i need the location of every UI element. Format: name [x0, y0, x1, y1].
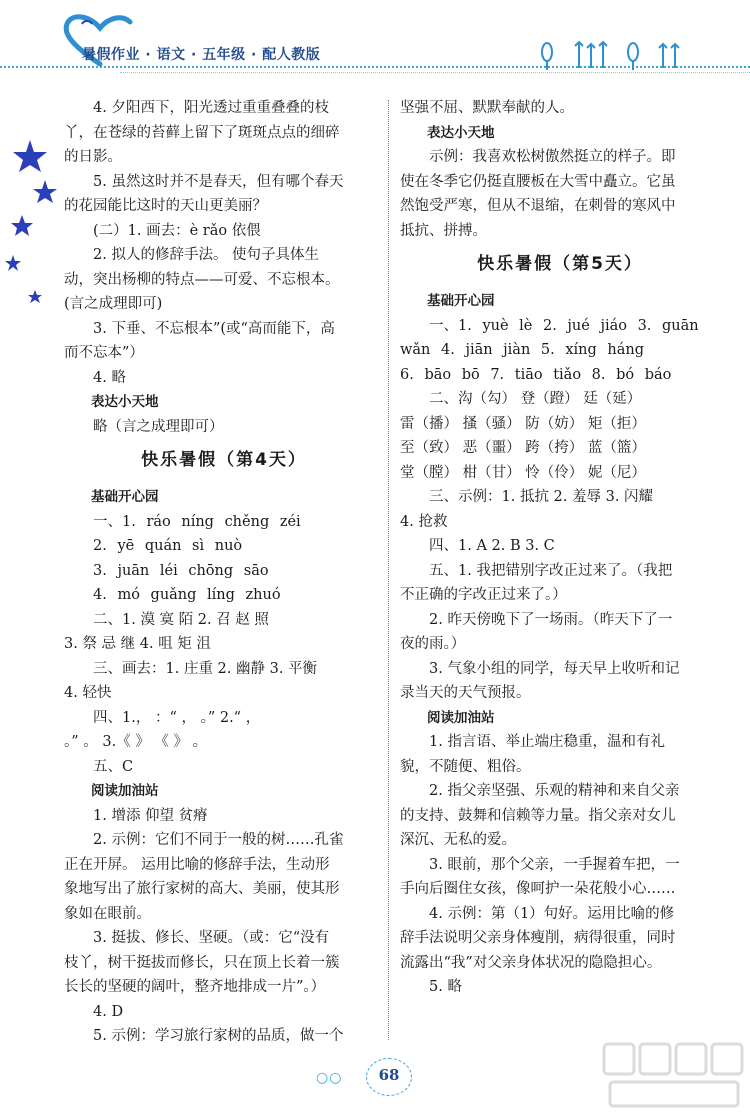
left-answer-line: 正在开屏。 运用比喻的修辞手法，生动形 [64, 856, 330, 873]
right-answer-line: 录当天的天气预报。 [400, 685, 531, 701]
right-answer-line: 使在冬季它仍挺直腰板在大雪中矗立。它虽 [400, 173, 676, 190]
left-answer-line: 3. 挺拔、修长、坚硬。（或：它“没有 [93, 930, 330, 946]
left-answer-line: (言之成理即可) [64, 296, 163, 312]
subsection-heading: 阅读加油站 [427, 709, 495, 726]
left-answer-line: 二、1. 漠 寞 陌 2. 召 赵 照 [93, 611, 269, 628]
subsection-heading: 基础开心园 [427, 293, 495, 309]
header-divider-secondary [120, 72, 750, 73]
right-answer-line: 3. 眼前，那个父亲，一手握着车把，一 [429, 856, 680, 873]
left-answer-line: 长长的坚硬的阔叶，整齐地排成一片”。） [64, 979, 326, 995]
right-column [400, 96, 720, 1000]
left-answer-line: 2. 示例：它们不同于一般的树……孔雀 [93, 832, 344, 848]
right-answer-line: 二、沟（勾） 登（蹬） 廷（延） [429, 391, 642, 407]
right-answer-line: 四、1. A 2. B 3. C [429, 538, 555, 554]
right-answer-line: 1. 指言语、举止端庄稳重，温和有礼 [429, 734, 665, 750]
right-answer-line: 手向后圈住女孩，像呵护一朵花般小心…… [400, 881, 676, 897]
right-answer-line: 5. 略 [429, 979, 462, 995]
right-answer-line: 坚强不屈、默默奉献的人。 [400, 100, 574, 116]
right-answer-line: 一、1. yuè lè 2. jué jiáo 3. guān [429, 317, 699, 334]
left-answer-line: 2. yē quán sì nuò [93, 538, 243, 554]
left-answer-line: 的花园能比这时的天山更美丽？ [64, 198, 267, 214]
right-answer-line: 貌，不随便、粗俗。 [400, 758, 531, 775]
left-answer-line: 1. 增添 仰望 贫瘠 [93, 807, 208, 824]
section-day-title: 快乐暑假（第4天） [141, 450, 307, 470]
left-answer-line: 略（言之成理即可） [93, 418, 224, 435]
right-answer-line: 流露出“我”对父亲身体状况的隐隐担心。 [400, 954, 662, 971]
left-column [64, 96, 384, 1049]
section-day-title: 快乐暑假（第5天） [477, 254, 643, 274]
left-answer-line: 4. D [93, 1003, 124, 1020]
right-answer-line: 至（致） 恶（噩） 跨（挎） 蓝（篮） [400, 440, 646, 456]
right-answer-line: 深沉、无私的爱。 [400, 832, 516, 848]
subsection-heading: 表达小天地 [427, 124, 495, 141]
left-answer-line: 的日影。 [64, 149, 122, 165]
subsection-heading: 阅读加油站 [91, 783, 159, 799]
right-answer-line: 五、1. 我把错别字改正过来了。（我把 [429, 562, 673, 579]
left-answer-line: 4. mó guǎng líng zhuó [93, 587, 281, 603]
right-answer-line: 堂（膛） 柑（甘） 怜（伶） 妮（尼） [400, 464, 646, 481]
dots-decoration: ○○ [316, 1070, 343, 1086]
right-answer-line: 雷（播） 搔（骚） 防（妨） 矩（拒） [400, 415, 646, 432]
left-answer-line: 象地写出了旅行家树的高大、美丽，使其形 [64, 881, 340, 897]
left-answer-line: 2. 拟人的修辞手法。 使句子具体生 [93, 247, 320, 263]
star-icon [33, 180, 57, 203]
right-answer-line: 三、示例：1. 抵抗 2. 羞辱 3. 闪耀 [429, 489, 654, 505]
subsection-heading: 基础开心园 [91, 489, 159, 505]
left-answer-line: 5. 虽然这时并不是春天，但有哪个春天 [93, 173, 344, 190]
right-answer-line: 然饱受严寒，但从不退缩，在刺骨的寒风中 [400, 198, 676, 214]
left-answer-line: 三、画去：1. 庄重 2. 幽静 3. 平衡 [93, 660, 318, 677]
right-answer-line: 2. 指父亲坚强、乐观的精神和来自父亲 [429, 783, 680, 799]
left-answer-line: 丫，在苍绿的苔藓上留下了斑斑点点的细碎 [64, 124, 340, 141]
right-answer-line: 辞手法说明父亲身体瘦削，病得很重，同时 [400, 930, 676, 946]
left-answer-line: 枝丫，树干挺拔而修长，只在顶上长着一簇 [64, 954, 340, 971]
left-answer-line: 5. 示例：学习旅行家树的品质，做一个 [93, 1028, 344, 1044]
right-answer-line: 2. 昨天傍晚下了一场雨。（昨天下了一 [429, 611, 673, 628]
page-number-badge [316, 1058, 420, 1098]
left-answer-line: 四、1.， ：“ ， 。” 2.“ ， [93, 709, 261, 726]
right-answer-line: 示例：我喜欢松树傲然挺立的样子。即 [429, 149, 676, 165]
watermark-logo [600, 1040, 745, 1112]
left-answer-line: 3. 下垂、不忘根本”(或“高而能下，高 [93, 320, 335, 337]
left-answer-line: 动，突出杨柳的特点——可爱、不忘根本。 [64, 271, 340, 288]
series-title: 暑假作业 · 语文 · 五年级 · 配人教版 [82, 47, 321, 63]
left-answer-line: 象如在眼前。 [64, 905, 151, 922]
star-icon [11, 215, 33, 236]
star-icon [28, 290, 42, 303]
star-icon [5, 255, 21, 271]
right-answer-line: 6. bāo bō 7. tiāo tiǎo 8. bó báo [400, 366, 672, 383]
column-divider [388, 100, 389, 1040]
right-answer-line: 3. 气象小组的同学，每天早上收听和记 [429, 660, 680, 677]
star-icon [13, 140, 47, 172]
left-answer-line: 而不忘本”） [64, 345, 144, 361]
left-answer-line: 4. 夕阳西下，阳光透过重重叠叠的枝 [93, 100, 329, 116]
left-answer-line: 五、C [93, 758, 134, 775]
page-number: 68 [378, 1066, 400, 1084]
right-answer-line: 不正确的字改正过来了。） [400, 587, 567, 603]
left-answer-line: 3. 祭 忌 继 4. 咀 矩 沮 [64, 636, 211, 652]
left-answer-line: 一、1. ráo níng chěng zéi [93, 513, 301, 530]
right-answer-line: 抵抗、拼搏。 [400, 222, 487, 239]
left-answer-line: (二）1. 画去：è rǎo 依偎 [93, 222, 261, 239]
star-decoration [0, 130, 60, 330]
left-answer-line: 4. 略 [93, 369, 126, 386]
flower-decoration-icon [535, 38, 685, 70]
left-answer-line: 。” 。 3.《 》 《 》 。 [64, 734, 208, 750]
right-answer-line: 的支持、鼓舞和信赖等力量。指父亲对女儿 [400, 807, 676, 824]
subsection-heading: 表达小天地 [91, 394, 159, 410]
right-answer-line: wǎn 4. jiān jiàn 5. xíng háng [400, 342, 644, 358]
right-answer-line: 4. 抢救 [400, 513, 448, 530]
left-answer-line: 3. juān léi chōng sāo [93, 562, 269, 579]
right-answer-line: 夜的雨。） [400, 636, 466, 652]
page-header [0, 0, 750, 80]
right-answer-line: 4. 示例：第（1）句好。运用比喻的修 [429, 905, 675, 922]
left-answer-line: 4. 轻快 [64, 685, 112, 701]
